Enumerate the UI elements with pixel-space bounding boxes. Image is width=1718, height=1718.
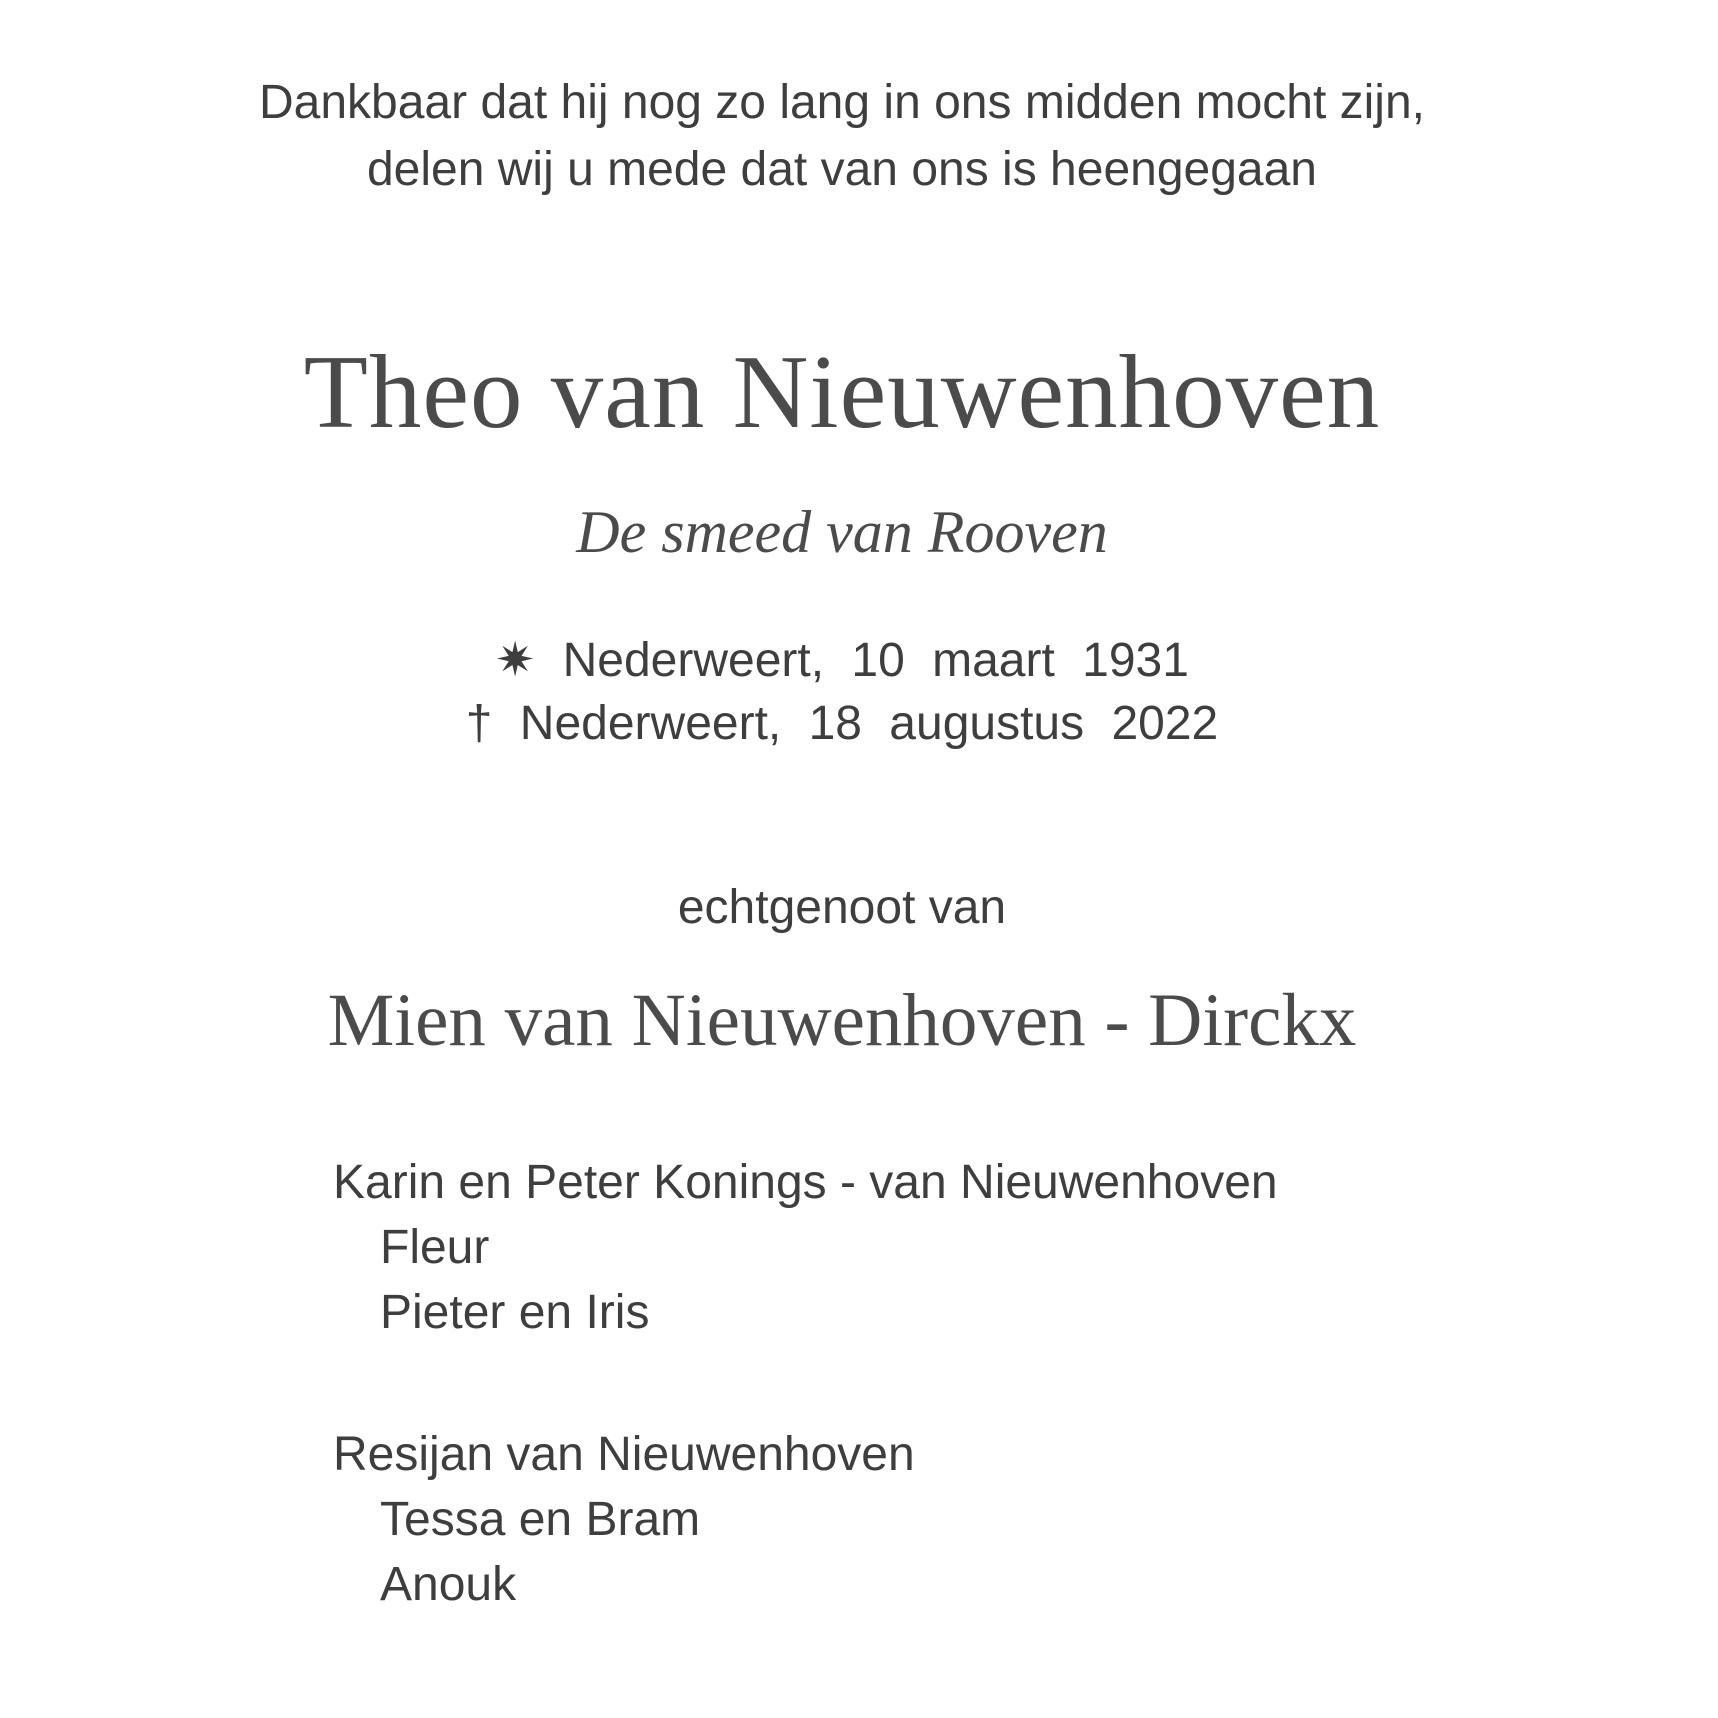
- family-member-name: Karin en Peter Konings - van Nieuwenhoven: [333, 1156, 1278, 1209]
- spouse-name: Mien van Nieuwenhoven - Dirckx: [327, 979, 1357, 1062]
- birth-star-icon: ✷: [495, 634, 536, 687]
- death-dagger-icon: †: [465, 697, 493, 750]
- death-line: [0, 692, 1684, 755]
- family-member-child: Tessa en Bram: [380, 1493, 701, 1546]
- family-member-child: Fleur: [380, 1221, 490, 1274]
- family-member-child: Anouk: [380, 1558, 517, 1611]
- intro-text: [0, 69, 1684, 203]
- relation-label: echtgenoot van: [677, 881, 1007, 934]
- deceased-nickname: De smeed van Rooven: [576, 499, 1108, 565]
- birth-place-date: Nederweert, 10 maart 1931: [562, 634, 1189, 687]
- family-group-2: [333, 1422, 915, 1617]
- deceased-name: Theo van Nieuwenhoven: [303, 333, 1381, 450]
- intro-line-2: delen wij u mede dat van ons is heengegaan: [366, 143, 1317, 196]
- death-place-date: Nederweert, 18 augustus 2022: [519, 697, 1219, 750]
- life-dates: [0, 629, 1684, 755]
- birth-line: [0, 629, 1684, 692]
- intro-line-1: Dankbaar dat hij nog zo lang in ons midden mocht zijn,: [258, 76, 1425, 129]
- family-member-name: Resijan van Nieuwenhoven: [333, 1428, 915, 1481]
- family-group-1: [333, 1150, 1278, 1345]
- family-member-child: Pieter en Iris: [380, 1286, 650, 1339]
